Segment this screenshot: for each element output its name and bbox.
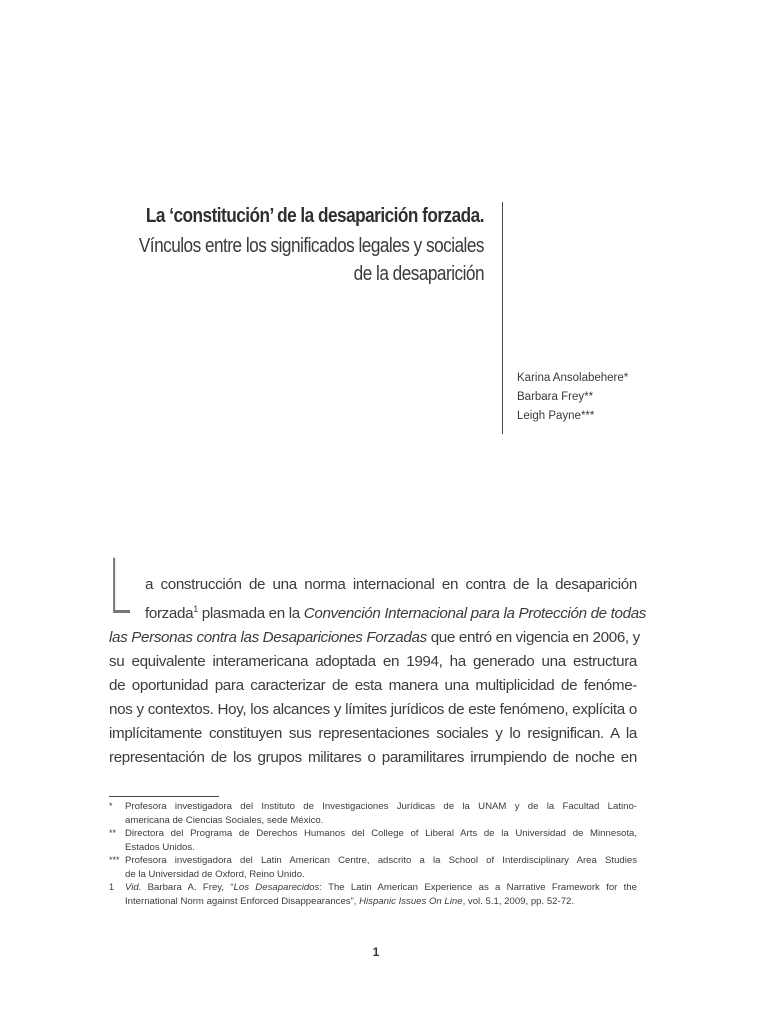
footnote-mark: * [109,801,113,811]
drop-cap: L [108,542,132,631]
footnote-run: , vol. 5.1, 2009, pp. 52-72. [462,895,575,907]
body-line-7: implícitamente constituyen sus representaciones sociales y lo resignifican. A la [109,725,637,743]
journal-title: Hispanic Issues On Line [359,895,463,907]
article-subtitle [54,232,484,288]
footnote-text [125,881,637,908]
body-line-3 [109,626,640,650]
footnote-rule [109,796,219,797]
footnote-1 [109,800,637,827]
footnotes [109,800,637,908]
footnote-4 [109,881,637,908]
author-3: Leigh Payne*** [517,410,595,422]
body-text-run: plasmada en la [197,605,304,623]
footnote-line [125,881,637,895]
footnote-mark: *** [109,855,120,865]
footnote-line: Estados Unidos. [125,841,195,853]
footnote-mark: 1 [109,882,115,892]
vid-abbrev: Vid. [125,882,142,893]
footnote-line: Profesora investigadora del Latin American Centre, adscrito a la School of Interdisciplinary Area Studies [125,855,637,866]
author-1: Karina Ansolabehere* [517,372,629,384]
footnote-line [125,895,637,909]
vertical-divider [502,202,503,434]
body-line-1: a construcción de una norma internacional en contra de la desaparición [145,576,637,593]
page-number: 1 [372,945,380,959]
footnote-line: Profesora investigadora del Instituto de Investigaciones Jurídicas de la UNAM y de la Facultad Latino- [125,801,637,812]
footnote-text [125,827,637,854]
article-title: La ‘constitución’ de la desaparición forzada. [145,205,485,227]
body-line-2 [109,597,647,626]
authors-list [517,369,628,426]
body-line-4: su equivalente interamericana adoptada en 1994, ha generado una estructura [109,653,637,671]
footnote-run: Barbara A. Frey, “ [141,882,234,893]
cited-title: Los Desaparecidos [233,882,320,893]
subtitle-line-2: de la desaparición [353,263,484,285]
footnote-2 [109,827,637,854]
footnote-text [125,854,637,881]
body-paragraph [109,573,647,770]
body-line-6: nos y contextos. Hoy, los alcances y límites jurídicos de este fenómeno, explícita o [109,701,637,719]
author-2: Barbara Frey** [517,391,594,403]
footnote-text [125,800,637,827]
footnote-mark: ** [109,828,117,838]
footnote-ref-1[interactable]: 1 [193,604,198,614]
body-text-run: que entró en vigencia en 2006, y [426,629,640,647]
footnote-run: : The Latin American Experience as a Narrative Framework for the [319,882,637,893]
convention-title: Convención Internacional para la Protección de todas [303,605,647,623]
footnote-run: International Norm against Enforced Disappearances”, [125,895,360,907]
footnote-line: americana de Ciencias Sociales, sede México. [125,814,324,826]
footnote-line: de la Universidad de Oxford, Reino Unido. [125,868,305,880]
body-text-run: forzada [145,605,194,623]
convention-title-cont: las Personas contra las Desapariciones Forzadas [109,629,427,647]
footnote-3 [109,854,637,881]
title-block [54,204,484,288]
subtitle-line-1: Vínculos entre los significados legales y sociales [138,235,484,257]
body-line-5: de oportunidad para caracterizar de esta manera una multiplicidad de fenóme- [109,677,637,695]
body-line-8: representación de los grupos militares o paramilitares irrumpiendo de noche en [109,749,637,767]
footnote-line: Directora del Programa de Derechos Humanos del College of Liberal Arts de la Universidad de Minnesota, [125,828,637,839]
